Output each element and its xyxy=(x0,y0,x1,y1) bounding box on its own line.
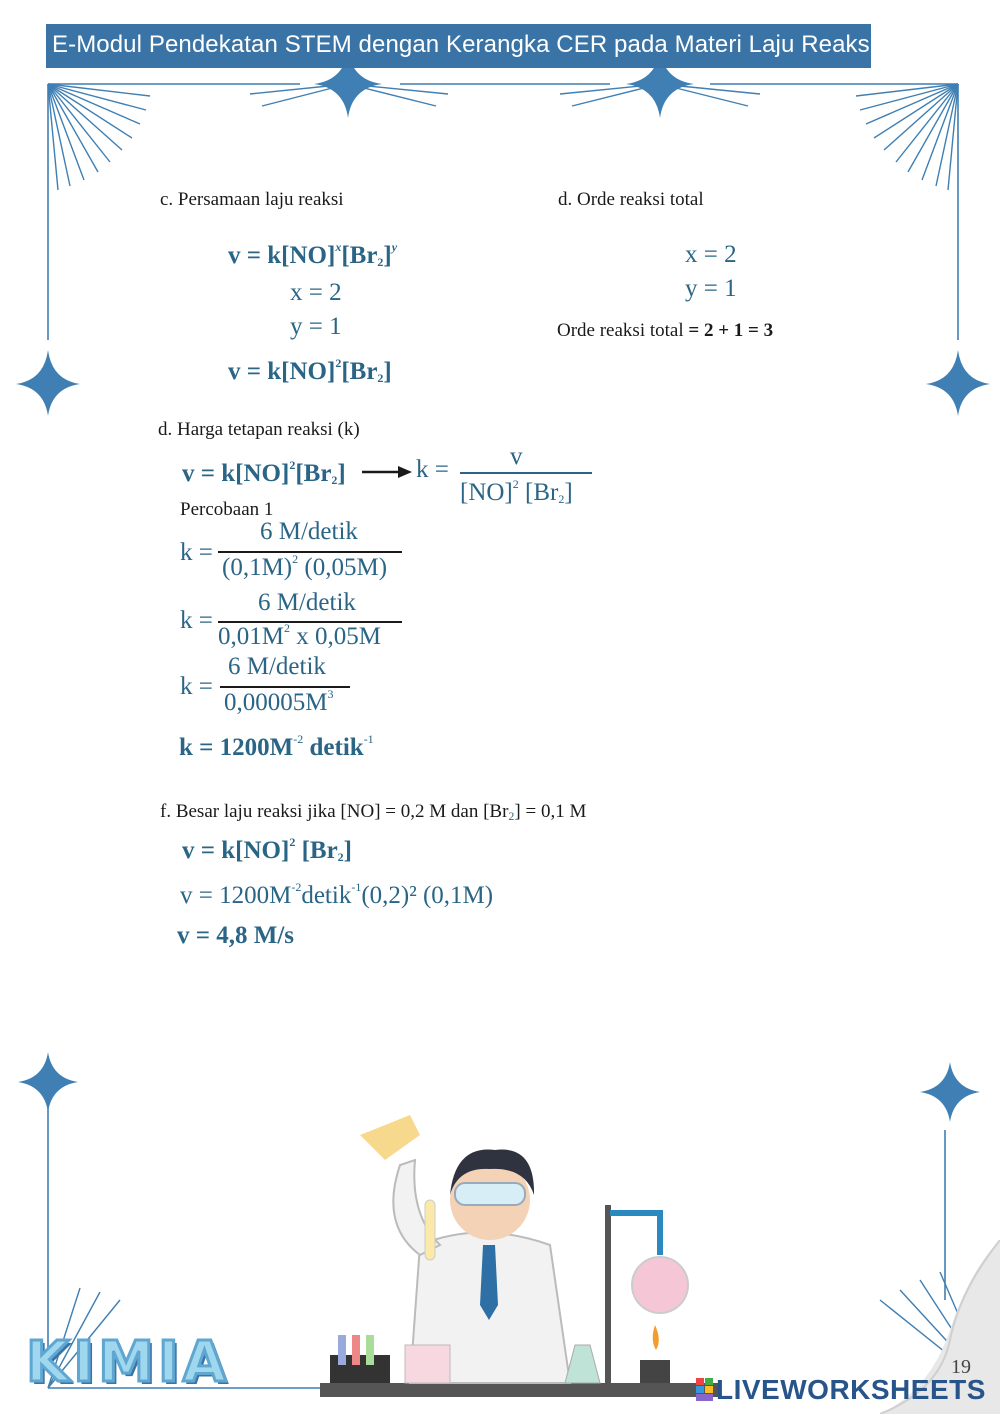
rate-law-exp-y: y xyxy=(391,240,398,254)
step1-k: k = xyxy=(180,539,213,566)
k-lhs-br-sub: 2 xyxy=(331,473,338,487)
rate-law-exp-x: x xyxy=(335,240,342,254)
step1-den-exp: 2 xyxy=(292,552,299,566)
total-order-label: Orde reaksi total xyxy=(557,320,689,341)
step3-k: k = xyxy=(180,673,213,700)
test-tube xyxy=(425,1200,435,1260)
section-d-order-label: d. Orde reaksi total xyxy=(558,189,704,210)
k-result-exp2: -1 xyxy=(363,732,374,746)
order-y: y = 1 xyxy=(290,313,342,340)
k-result-exp1: -2 xyxy=(293,732,304,746)
k-result-a: k = 1200M xyxy=(179,734,294,761)
step3-num: 6 M/detik xyxy=(228,653,326,680)
f-eq1-close: ] xyxy=(343,837,352,864)
f-eq2-c: (0,2)² (0,1M) xyxy=(361,882,494,909)
k-lhs-close: ] xyxy=(337,460,346,487)
step2-den xyxy=(218,621,381,651)
lab-bench xyxy=(320,1383,720,1397)
k-den-sub: 2 xyxy=(558,492,565,506)
goggles xyxy=(455,1183,525,1205)
step1-den-a: (0,1M) xyxy=(222,554,293,581)
page-number: 19 xyxy=(951,1356,971,1378)
round-flask xyxy=(632,1257,688,1313)
section-c-label: c. Persamaan laju reaksi xyxy=(160,189,344,210)
f-eq1 xyxy=(182,835,352,865)
erlenmeyer-flask xyxy=(565,1345,600,1383)
rate-law-br-close: ] xyxy=(383,242,392,269)
section-f-label-sub: 2 xyxy=(508,809,515,823)
total-order-value: = 2 + 1 = 3 xyxy=(688,320,774,341)
k-den-no: [NO] xyxy=(460,479,513,506)
step3-den-a: 0,00005M xyxy=(224,689,328,716)
stand-clamp xyxy=(610,1213,660,1255)
rate-law-br-sub: 2 xyxy=(377,255,384,269)
k-den-exp: 2 xyxy=(512,477,519,491)
f-eq1-a: v = k[NO] xyxy=(182,837,290,864)
total-order-line xyxy=(557,320,773,342)
step2-den-b: x 0,05M xyxy=(289,623,381,650)
k-lhs xyxy=(182,458,346,488)
f-result: v = 4,8 M/s xyxy=(177,922,295,949)
k-lhs-exp: 2 xyxy=(289,458,296,472)
f-eq2 xyxy=(180,880,493,910)
k-lhs-br: [Br xyxy=(295,460,332,487)
f-eq1-exp: 2 xyxy=(289,835,296,849)
f-eq2-exp1: -2 xyxy=(291,880,302,894)
final-exp: 2 xyxy=(335,356,342,370)
section-f-label-b: ] = 0,1 M xyxy=(514,801,587,822)
beaker xyxy=(405,1345,450,1383)
tube-1 xyxy=(338,1335,346,1365)
step1-num: 6 M/detik xyxy=(260,518,358,545)
order-x: x = 2 xyxy=(290,279,342,306)
k-numerator: v xyxy=(510,443,523,470)
liveworksheets-watermark[interactable]: LIVEWORKSHEETS xyxy=(716,1374,986,1405)
liveworksheets-logo-icon xyxy=(696,1378,714,1402)
step3-den xyxy=(224,687,333,717)
k-lhs-v: v = k[NO] xyxy=(182,460,290,487)
rate-law-final xyxy=(228,356,392,386)
rate-law-general xyxy=(228,240,397,270)
k-denominator xyxy=(460,477,573,507)
section-d-k-label: d. Harga tetapan reaksi (k) xyxy=(158,419,360,440)
k-result xyxy=(179,732,374,762)
kimia-logo: KIMIA xyxy=(26,1330,231,1395)
section-f-label xyxy=(160,801,586,824)
header-title: E-Modul Pendekatan STEM dengan Kerangka CER pada Materi Laju Reaksi xyxy=(52,31,876,58)
f-eq1-sub: 2 xyxy=(337,850,344,864)
final-br-close: ] xyxy=(383,358,392,385)
k-den-close: ] xyxy=(564,479,573,506)
step1-den-b: (0,05M) xyxy=(298,554,388,581)
burner-flame xyxy=(653,1325,659,1350)
f-eq2-b: detik xyxy=(301,882,352,909)
trial-label: Percobaan 1 xyxy=(180,499,274,520)
arrow-icon xyxy=(362,464,414,480)
step3-den-exp: 3 xyxy=(327,687,334,701)
f-eq2-a: v = 1200M xyxy=(180,882,292,909)
stand-rod xyxy=(605,1205,611,1383)
tube-3 xyxy=(366,1335,374,1365)
final-v: v = k[NO] xyxy=(228,358,336,385)
k-fraction-line xyxy=(460,472,592,474)
k-den-br: [Br xyxy=(518,479,559,506)
rate-law-br: [Br xyxy=(341,242,378,269)
tube-2 xyxy=(352,1335,360,1365)
step2-den-a: 0,01M xyxy=(218,623,284,650)
step2-den-exp: 2 xyxy=(283,621,290,635)
total-order-x: x = 2 xyxy=(685,241,737,268)
total-order-y: y = 1 xyxy=(685,275,737,302)
f-eq1-br: [Br xyxy=(295,837,338,864)
step2-num: 6 M/detik xyxy=(258,589,356,616)
tie xyxy=(480,1245,498,1320)
step2-k: k = xyxy=(180,607,213,634)
scientist-illustration xyxy=(300,1105,720,1405)
rate-law-v: v = k[NO] xyxy=(228,242,336,269)
final-br-sub: 2 xyxy=(377,371,384,385)
step1-den xyxy=(222,552,387,582)
flask xyxy=(360,1115,420,1160)
final-br: [Br xyxy=(341,358,378,385)
f-eq2-exp2: -1 xyxy=(351,880,362,894)
burner xyxy=(640,1360,670,1383)
section-f-label-a: f. Besar laju reaksi jika [NO] = 0,2 M dan [Br xyxy=(160,801,509,822)
k-eq-label: k = xyxy=(416,456,449,483)
k-result-b: detik xyxy=(303,734,364,761)
